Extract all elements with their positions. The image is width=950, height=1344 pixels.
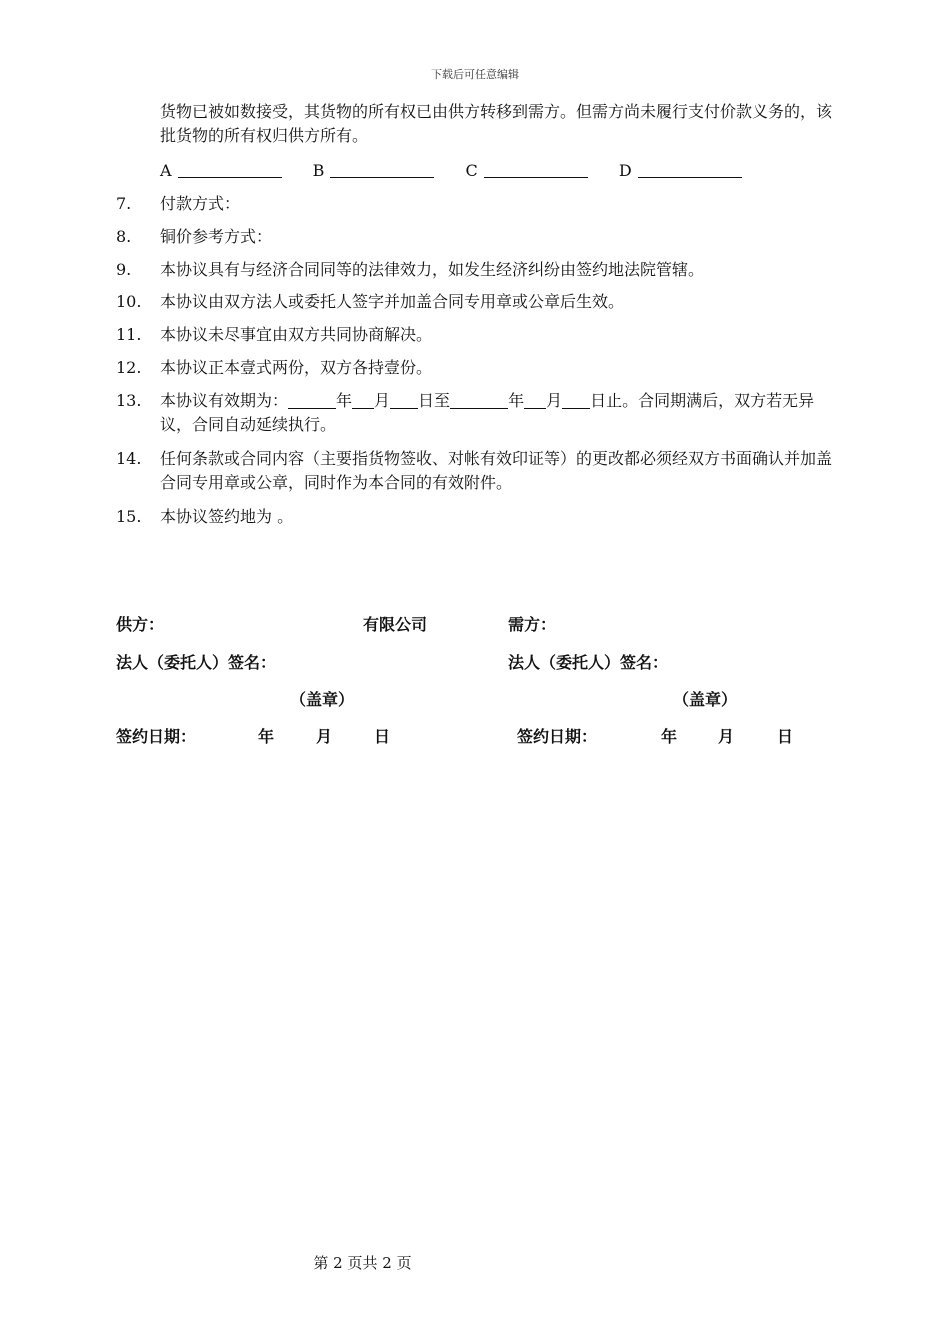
supplier-company-suffix: 有限公司 <box>363 615 428 634</box>
choice-a: A <box>160 160 282 182</box>
buyer-date-day: 日 <box>777 727 794 746</box>
clause-8 <box>116 225 836 249</box>
choice-c: C <box>466 160 588 182</box>
clause-text: 本协议签约地为 。 <box>160 507 294 526</box>
clause-text: 本协议未尽事宜由双方共同协商解决。 <box>160 325 433 344</box>
supplier-date-label: 签约日期： <box>116 727 197 746</box>
supplier-date-month: 月 <box>316 727 333 746</box>
end-month-blank <box>524 391 546 409</box>
clause-number: 12. <box>116 358 142 377</box>
clause-10 <box>116 290 836 314</box>
buyer-legal-sign-label: 法人（委托人）签名： <box>508 653 669 672</box>
clause-text: 铜价参考方式： <box>160 227 273 246</box>
buyer-seal-label: （盖章） <box>673 690 738 709</box>
supplier-date-day: 日 <box>374 727 391 746</box>
clause-number: 13. <box>116 391 142 410</box>
supplier-date-year: 年 <box>258 727 275 746</box>
choice-c-blank <box>484 161 588 178</box>
supplier-legal-sign-label: 法人（委托人）签名： <box>116 653 277 672</box>
clause-text: 本协议由双方法人或委托人签字并加盖合同专用章或公章后生效。 <box>160 292 625 311</box>
buyer-date-year: 年 <box>661 727 678 746</box>
clause-text: 本协议正本壹式两份，双方各持壹份。 <box>160 358 433 377</box>
choice-d: D <box>619 160 742 182</box>
clause-text: 本协议有效期为： 年 月 日至 年 月 日止。合同期满后，双方若无异议，合同自动延续执行。 <box>160 391 815 434</box>
intro-paragraph: 货物已被如数接受，其货物的所有权已由供方转移到需方。但需方尚未履行支付价款义务的，该批货物的所有权归供方所有。 <box>160 102 833 145</box>
clause-14 <box>116 447 836 495</box>
buyer-label: 需方： <box>508 615 557 634</box>
clause-13 <box>116 389 836 437</box>
clause-15 <box>116 505 836 529</box>
clause-number: 11. <box>116 325 142 344</box>
clause-7 <box>116 192 836 216</box>
clause-text: 任何条款或合同内容（主要指货物签收、对帐有效印证等）的更改都必须经双方书面确认并加盖合同专用章或公章，同时作为本合同的有效附件。 <box>160 449 833 492</box>
start-month-blank <box>352 391 374 409</box>
supplier-label: 供方： <box>116 615 165 634</box>
page-footer: 第 2 页共 2 页 <box>313 1254 412 1272</box>
supplier-seal-label: （盖章） <box>290 690 355 709</box>
clause-number: 10. <box>116 292 142 311</box>
clause-9 <box>116 258 836 282</box>
choice-d-blank <box>638 161 742 178</box>
clause-number: 15. <box>116 507 142 526</box>
buyer-date-month: 月 <box>718 727 735 746</box>
buyer-date-label: 签约日期： <box>517 727 598 746</box>
choice-b: B <box>313 160 435 182</box>
page-header: 下载后可任意编辑 <box>431 68 519 81</box>
clause-11 <box>116 323 836 347</box>
clause-12 <box>116 356 836 380</box>
clause-text: 付款方式： <box>160 194 241 213</box>
choice-b-blank <box>330 161 434 178</box>
clause-number: 9. <box>116 260 132 279</box>
end-year-blank <box>450 391 508 409</box>
choice-a-blank <box>178 161 282 178</box>
start-day-blank <box>390 391 418 409</box>
clause-number: 8. <box>116 227 132 246</box>
start-year-blank <box>288 391 336 409</box>
end-day-blank <box>562 391 590 409</box>
clause-number: 14. <box>116 449 142 468</box>
clause-text: 本协议具有与经济合同同等的法律效力，如发生经济纠纷由签约地法院管辖。 <box>160 260 705 279</box>
clause-number: 7. <box>116 194 132 213</box>
choice-row <box>160 160 768 182</box>
